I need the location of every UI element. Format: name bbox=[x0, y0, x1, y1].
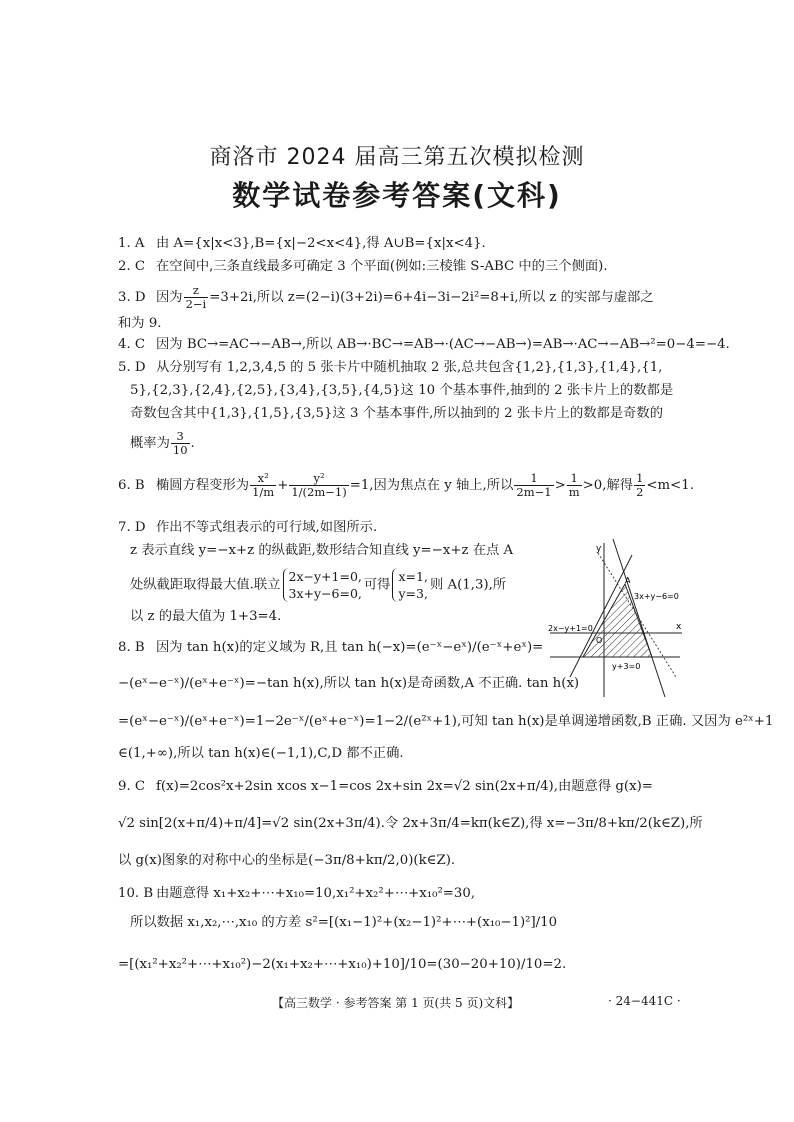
denominator: 1/(2m−1) bbox=[291, 485, 347, 499]
answer-8-line-2 bbox=[118, 676, 579, 692]
answer-5-line-3 bbox=[130, 406, 663, 422]
numerator: y² bbox=[289, 472, 348, 486]
denominator: 10 bbox=[172, 443, 188, 457]
answer-text: 因为 BC→=AC→−AB→,所以 AB→·BC→=AB→·(AC→−AB→)=AB→·AC→−AB→²=0−4=−4. bbox=[156, 337, 730, 352]
y-axis-label: y bbox=[596, 544, 602, 554]
answer-text: 奇数包含其中{1,3},{1,5},{3,5}这 3 个基本事件,所以抽到的 2 张卡片上的数都是奇数的 bbox=[130, 406, 664, 421]
answer-text: 在空间中,三条直线最多可确定 3 个平面(例如:三棱锥 S-ABC 中的三个侧面). bbox=[156, 259, 608, 274]
answer-text: √2 sin[2(x+π/4)+π/4]=√2 sin(2x+3π/4).令 2x+3π/4=kπ(k∈Z),得 x=−3π/8+kπ/2(k∈Z),所 bbox=[118, 816, 703, 831]
answer-text: 从分别写有 1,2,3,4,5 的 5 张卡片中随机抽取 2 张,总共包含{1,2},{1,3},{1,4},{1, bbox=[156, 360, 663, 375]
answer-text: 椭圆方程变形为 bbox=[156, 478, 250, 493]
answer-text: 因为 bbox=[156, 290, 183, 305]
fraction bbox=[289, 472, 348, 499]
equation: y=3, bbox=[398, 586, 428, 601]
fraction bbox=[184, 284, 209, 311]
equation: 3x+y−6=0, bbox=[288, 586, 362, 601]
answer-8-line-3 bbox=[118, 714, 773, 730]
answer-text: ∈(1,+∞),所以 tan h(x)∈(−1,1),C,D 都不正确. bbox=[118, 746, 404, 761]
answer-10-line-2 bbox=[130, 915, 557, 931]
line-label: 2x−y+1=0 bbox=[548, 624, 593, 633]
answer-5-line-2 bbox=[130, 383, 673, 399]
answer-9-line-2 bbox=[118, 816, 703, 832]
answer-number: 10. B bbox=[118, 886, 154, 901]
answer-text: z 表示直线 y=−x+z 的纵截距,数形结合知直线 y=−x+z 在点 A bbox=[130, 543, 514, 558]
answer-9 bbox=[118, 779, 653, 795]
answer-number: 8. B bbox=[118, 640, 145, 655]
answer-text: f(x)=2cos²x+2sin xcos x−1=cos 2x+sin 2x=√2 sin(2x+π/4),由题意得 g(x)= bbox=[156, 779, 653, 794]
answer-text: =3+2i,所以 z=(2−i)(3+2i)=6+4i−3i−2i²=8+i,所以 z 的实部与虚部之 bbox=[209, 290, 654, 305]
answer-text: 由 A={x|x<3},B={x|−2<x<4},得 A∪B={x|x<4}. bbox=[156, 236, 486, 251]
fraction bbox=[567, 472, 582, 499]
answer-9-line-3 bbox=[118, 853, 455, 869]
answer-text: 则 A(1,3),所 bbox=[429, 577, 507, 593]
denominator: m bbox=[568, 485, 580, 499]
answer-subtitle: 数学试卷参考答案(文科) bbox=[232, 179, 562, 212]
fraction bbox=[250, 472, 276, 499]
answer-text: =(eˣ−e⁻ˣ)/(eˣ+e⁻ˣ)=1−2e⁻ˣ/(eˣ+e⁻ˣ)=1−2/(e²ˣ+1),可知 tan h(x)是单调递增函数,B 正确. 又因为 e²ˣ+1 bbox=[118, 714, 774, 729]
point-a-label: A bbox=[625, 576, 631, 585]
answer-number: 5. D bbox=[118, 360, 146, 375]
footer-label: 【高三数学 · 参考答案 第 1 页(共 5 页)文科】 bbox=[272, 996, 520, 1010]
answer-text: >0,解得 bbox=[582, 478, 634, 493]
answer-8-line-4 bbox=[118, 746, 404, 762]
answer-text: −(eˣ−e⁻ˣ)/(eˣ+e⁻ˣ)=−tan h(x),所以 tan h(x)是奇函数,A 不正确. tan h(x) bbox=[118, 676, 580, 691]
feasible-region-figure bbox=[548, 537, 684, 699]
answer-number: 9. C bbox=[118, 779, 146, 794]
numerator: z bbox=[184, 284, 209, 298]
answer-number: 3. D bbox=[118, 290, 146, 305]
answer-text: =1,因为焦点在 y 轴上,所以 bbox=[349, 478, 514, 493]
answer-number: 1. A bbox=[118, 236, 145, 251]
fraction bbox=[634, 472, 645, 499]
denominator: 1/m bbox=[252, 485, 275, 499]
answer-5 bbox=[118, 360, 662, 376]
footer-code: · 24−441C · bbox=[608, 994, 681, 1008]
answer-number: 6. B bbox=[118, 478, 145, 493]
answer-7 bbox=[118, 520, 377, 536]
x-axis-label: x bbox=[676, 622, 682, 632]
numerator: 1 bbox=[514, 472, 553, 486]
line-label: y+3=0 bbox=[612, 662, 641, 671]
answer-text: 因为 tan h(x)的定义域为 R,且 tan h(−x)=(e⁻ˣ−eˣ)/(e⁻ˣ+eˣ)= bbox=[156, 640, 544, 655]
answer-text: 所以数据 x₁,x₂,⋯,x₁₀ 的方差 s²=[(x₁−1)²+(x₂−1)²+⋯+(x₁₀−1)²]/10 bbox=[130, 915, 558, 930]
answer-4 bbox=[118, 337, 730, 353]
answer-text: 可得 bbox=[363, 577, 391, 593]
numerator: 1 bbox=[636, 471, 644, 485]
origin-label: O bbox=[596, 636, 603, 645]
answer-text: =[(x₁²+x₂²+⋯+x₁₀²)−2(x₁+x₂+⋯+x₁₀)+10]/10=(30−20+10)/10=2. bbox=[118, 957, 567, 972]
answer-5-line-4 bbox=[130, 430, 195, 457]
denominator: 2 bbox=[636, 485, 644, 499]
answer-number: 4. C bbox=[118, 337, 146, 352]
numerator: 1 bbox=[567, 472, 582, 486]
answer-text: 和为 9. bbox=[118, 316, 162, 331]
answer-7-line-2 bbox=[130, 543, 513, 559]
equation: x=1, bbox=[398, 569, 428, 584]
answer-text: 处纵截距取得最大值.联立 bbox=[130, 577, 281, 593]
answer-3 bbox=[118, 284, 654, 311]
line-label: 3x+y−6=0 bbox=[634, 592, 679, 601]
denominator: 2m−1 bbox=[516, 485, 552, 499]
answer-3-cont bbox=[118, 316, 162, 332]
answer-text: <m<1. bbox=[646, 478, 694, 493]
answer-8 bbox=[118, 640, 543, 656]
answer-7-line-4 bbox=[130, 609, 281, 625]
answer-text: 以 g(x)图象的对称中心的坐标是(−3π/8+kπ/2,0)(k∈Z). bbox=[118, 853, 456, 868]
numerator: x² bbox=[250, 472, 276, 486]
answer-number: 2. C bbox=[118, 259, 146, 274]
answer-text: 作出不等式组表示的可行域,如图所示. bbox=[156, 520, 378, 535]
denominator: 2−i bbox=[185, 297, 207, 311]
fraction bbox=[171, 430, 190, 457]
answer-text: 以 z 的最大值为 1+3=4. bbox=[130, 609, 282, 624]
answer-number: 7. D bbox=[118, 520, 146, 535]
answer-text: 概率为 bbox=[130, 436, 170, 451]
answer-7-line-3 bbox=[130, 568, 506, 602]
answer-1 bbox=[118, 236, 486, 252]
equation-system bbox=[283, 568, 362, 602]
exam-title: 商洛市 2024 届高三第五次模拟检测 bbox=[209, 145, 585, 170]
fraction bbox=[514, 472, 553, 499]
answer-text: > bbox=[554, 478, 566, 493]
answer-2 bbox=[118, 259, 608, 275]
equation-system bbox=[392, 568, 427, 602]
answer-text: . bbox=[190, 436, 195, 451]
answer-text: + bbox=[277, 478, 289, 493]
numerator: 3 bbox=[171, 430, 190, 444]
equation: 2x−y+1=0, bbox=[288, 569, 362, 584]
answer-10 bbox=[118, 886, 475, 902]
answer-text: 5},{2,3},{2,4},{2,5},{3,4},{3,5},{4,5}这 10 个基本事件,抽到的 2 张卡片上的数都是 bbox=[130, 383, 674, 398]
answer-6 bbox=[118, 472, 694, 499]
answer-10-line-3 bbox=[118, 957, 566, 973]
answer-text: 由题意得 x₁+x₂+⋯+x₁₀=10,x₁²+x₂²+⋯+x₁₀²=30, bbox=[156, 886, 476, 901]
